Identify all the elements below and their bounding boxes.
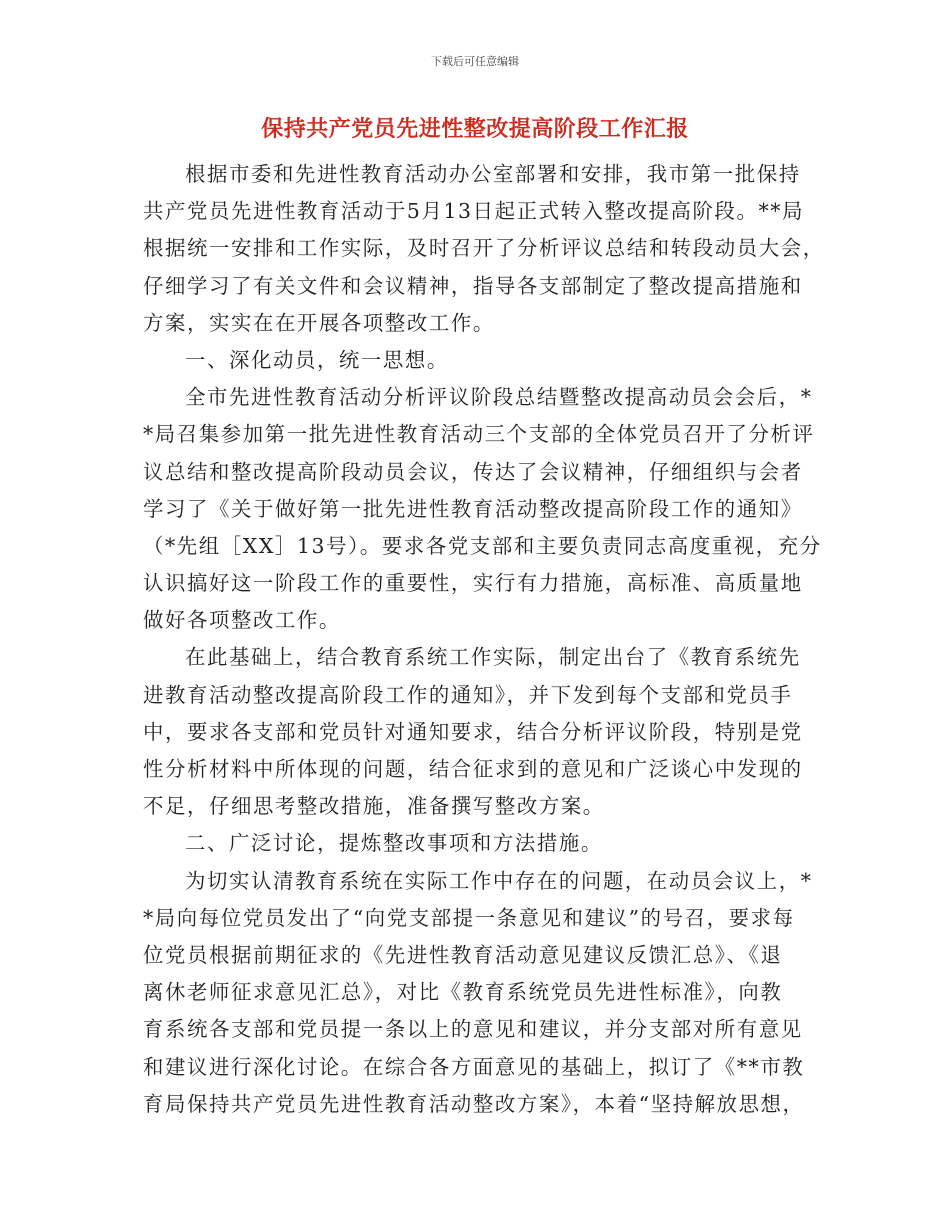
body-line: 做好各项整改工作。 <box>143 608 341 633</box>
body-line: 方案，实实在在开展各项整改工作。 <box>143 310 495 335</box>
document-body <box>143 156 825 1123</box>
body-line: 性分析材料中所体现的问题，结合征求到的意见和广泛谈心中发现的 <box>143 757 803 781</box>
body-line: 学习了《关于做好第一批先进性教育活动整改提高阶段工作的通知》 <box>143 496 803 521</box>
body-line: 仔细学习了有关文件和会议精神，指导各支部制定了整改提高措施和 <box>143 273 803 298</box>
header-note: 下载后可任意编辑 <box>431 55 519 68</box>
body-line: （*先组［XX］13号）。要求各党支部和主要负责同志高度重视，充分 <box>143 533 822 558</box>
body-line: 中，要求各支部和党员针对通知要求，结合分析评议阶段，特别是党 <box>143 719 803 744</box>
section-heading-2: 二、广泛讨论，提炼整改事项和方法措施。 <box>185 831 603 856</box>
body-line: 根据统一安排和工作实际，及时召开了分析评议总结和转段动员大会， <box>143 236 825 261</box>
body-line: 不足，仔细思考整改措施，准备撰写整改方案。 <box>143 794 605 819</box>
body-line: *局向每位党员发出了“向党支部提一条意见和建议”的号召，要求每 <box>143 905 795 930</box>
body-line: 育系统各支部和党员提一条以上的意见和建议，并分支部对所有意见 <box>143 1017 803 1042</box>
body-line: 在此基础上，结合教育系统工作实际，制定出台了《教育系统先 <box>185 645 801 670</box>
body-line: 共产党员先进性教育活动于5月13日起正式转入整改提高阶段。**局 <box>143 199 805 224</box>
body-line: 根据市委和先进性教育活动办公室部署和安排，我市第一批保持 <box>185 162 801 186</box>
body-line: 全市先进性教育活动分析评议阶段总结暨整改提高动员会会后，* <box>185 385 813 410</box>
section-heading-1: 一、深化动员，统一思想。 <box>185 347 449 372</box>
body-line: 育局保持共产党员先进性教育活动整改方案》，本着“坚持解放思想， <box>143 1091 805 1116</box>
body-line: 议总结和整改提高阶段动员会议，传达了会议精神，仔细组织与会者 <box>143 459 803 484</box>
body-line: *局召集参加第一批先进性教育活动三个支部的全体党员召开了分析评 <box>143 422 815 447</box>
body-line: 为切实认清教育系统在实际工作中存在的问题，在动员会议上，* <box>185 868 813 893</box>
body-line: 和建议进行深化讨论。在综合各方面意见的基础上，拟订了《**市教 <box>143 1054 805 1079</box>
document-title: 保持共产党员先进性整改提高阶段工作汇报 <box>261 117 689 142</box>
body-line: 认识搞好这一阶段工作的重要性，实行有力措施，高标准、高质量地 <box>143 571 803 596</box>
body-line: 进教育活动整改提高阶段工作的通知》，并下发到每个支部和党员手 <box>143 682 793 707</box>
body-line: 位党员根据前期征求的《先进性教育活动意见建议反馈汇总》、《退 <box>143 942 783 967</box>
body-line: 离休老师征求意见汇总》，对比《教育系统党员先进性标准》，向教 <box>143 980 783 1005</box>
